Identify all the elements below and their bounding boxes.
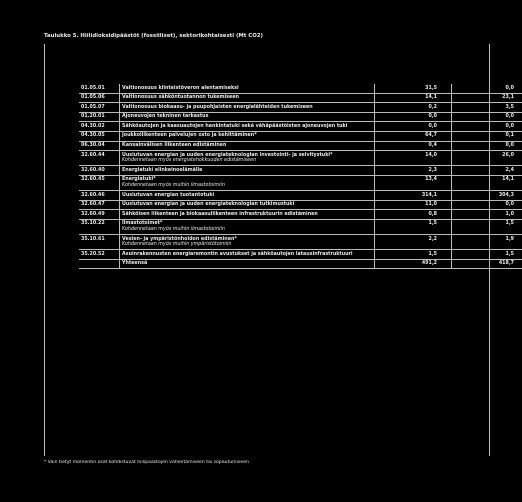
table-row [79,151,522,166]
table-row [79,112,522,122]
row-description [120,151,375,166]
row-value-2: 304,3 [452,191,522,201]
row-main-text: Uusiutuvan energian ja uuden energiateknologian tutkimustuki [122,202,295,208]
row-value-2: 1,0 [452,210,522,220]
row-value-1: 2,2 [375,235,452,250]
table-row [79,200,522,210]
table-row [79,191,522,201]
row-value-2: 418,7 [452,259,522,269]
row-description [120,191,375,201]
row-value-2: 0,1 [452,131,522,141]
row-value-2: 0,0 [452,122,522,132]
row-main-text: Sähköautojen ja kaasuautojen hankintatuki sekä vähäpäästöisten ajoneuvojen tuki [122,123,348,129]
row-value-2: 0,0 [452,200,522,210]
row-main-text: Kansainvälisen liikenteen edistäminen [122,143,227,149]
row-code: 32.60.45 [79,175,120,190]
row-value-1: 0,2 [375,103,452,113]
row-main-text: Asuinrakennusten energiaremontin avustukset ja sähköautojen latausinfrastruktuuri [122,251,353,257]
row-value-1: 0,8 [375,210,452,220]
row-description [120,250,375,260]
row-code: 32.60.47 [79,200,120,210]
row-main-text: Valtionosuus biokaasu- ja puupohjaisten energialähteiden tukemiseen [122,104,313,110]
row-code [79,259,120,269]
row-main-text: Valtionosuus kiinteistöveron alentamiseksi [122,85,239,91]
row-value-2: 1,5 [452,250,522,260]
table-row [79,93,522,103]
table-row [79,175,522,190]
row-main-text: Uusiutuvan energian ja uuden energiateknologian investointi- ja selvitystuki* [122,152,333,158]
row-code: 35.10.61 [79,235,120,250]
row-value-2: 26,0 [452,151,522,166]
row-value-1: 13,4 [375,175,452,190]
row-description [120,210,375,220]
row-value-2: 3,5 [452,103,522,113]
row-description [120,112,375,122]
row-value-2: 0,0 [452,84,522,93]
row-description [120,141,375,151]
row-description [120,84,375,93]
table-row [79,259,522,269]
row-main-text: Uusiutuvan energian tuotantotuki [122,192,215,198]
row-sub-text: Kohdennetaan myös muihin ilmastotoimiin [122,227,225,232]
table-row [79,166,522,176]
row-code: 06.30.04 [79,141,120,151]
row-code: 04.30.02 [79,122,120,132]
row-code: 01.20.01 [79,112,120,122]
row-value-2: 2,4 [452,166,522,176]
table-row [79,103,522,113]
row-main-text: Sähköisen liikenteen ja biokaasuliikenteen infrastruktuurin edistäminen [122,211,318,217]
row-value-2: 23,1 [452,93,522,103]
row-sub-text: Kohdennetaan myös muihin ympäristötoimiin [122,242,232,248]
row-code: 32.60.44 [79,151,120,166]
row-main-text: Yhteensä [122,261,148,267]
row-value-1: 14,0 [375,151,452,166]
row-code: 32.60.49 [79,210,120,220]
row-code: 35.10.22 [79,219,120,234]
row-code: 01.05.01 [79,84,120,93]
row-value-2: 0,0 [452,112,522,122]
row-value-1: 0,4 [375,141,452,151]
row-main-text: Valtionosuus sähköntuotannon tukemiseen [122,95,239,101]
row-description [120,131,375,141]
row-value-1: 31,5 [375,84,452,93]
row-description [120,235,375,250]
row-code: 32.60.40 [79,166,120,176]
row-value-2: 1,9 [452,235,522,250]
row-value-1: 314,1 [375,191,452,201]
row-main-text: Ajoneuvojen tekninen tarkastus [122,114,209,120]
row-value-1: 0,0 [375,122,452,132]
row-value-2: 0,0 [452,141,522,151]
table-title: Taulukko 5. Hiilidioksidipäästöt (fossiiliset), sektorikohtaisesti (Mt CO2) [44,33,263,39]
row-description [120,175,375,190]
row-description [120,122,375,132]
row-value-1: 491,2 [375,259,452,269]
row-value-1: 1,5 [375,219,452,234]
row-code: 35.20.52 [79,250,120,260]
row-description [120,166,375,176]
row-code: 01.05.06 [79,93,120,103]
row-main-text: Vesien- ja ympäristönhoidon edistäminen* [122,236,237,242]
row-code: 04.30.05 [79,131,120,141]
table-row [79,250,522,260]
table-row [79,235,522,250]
row-description [120,259,375,269]
row-description [120,103,375,113]
row-main-text: Joukkoliikenteen palvelujen osto ja kehittäminen* [122,133,257,139]
row-description [120,219,375,234]
row-value-1: 0,0 [375,112,452,122]
row-sub-text: Kohdennetaan myös muihin ilmastotoimiin [122,183,225,189]
row-main-text: Energiatuki* [122,177,156,183]
row-main-text: Energiatuki elinkeinoelämälle [122,167,203,173]
table-row [79,219,522,234]
table-row [79,122,522,132]
table-row [79,131,522,141]
row-value-1: 14,1 [375,93,452,103]
row-code: 32.60.46 [79,191,120,201]
row-value-1: 64,7 [375,131,452,141]
row-sub-text: Kohdennetaan myös energiatehokkuuden edistämiseen [122,158,257,164]
table-row [79,141,522,151]
row-description [120,200,375,210]
row-value-1: 11,0 [375,200,452,210]
table-row [79,84,522,93]
emissions-table [79,84,522,269]
row-value-2: 14,1 [452,175,522,190]
row-value-1: 1,5 [375,250,452,260]
footnote: * Vain tietyt momentin osat kohdistuvat hiilipäästöjen vähentämiseen tai sopeutumiseen [44,460,249,465]
row-value-2: 1,5 [452,219,522,234]
row-code: 01.05.07 [79,103,120,113]
row-description [120,93,375,103]
row-main-text: Ilmastotoimet* [122,221,163,227]
table-row [79,210,522,220]
row-value-1: 2,3 [375,166,452,176]
